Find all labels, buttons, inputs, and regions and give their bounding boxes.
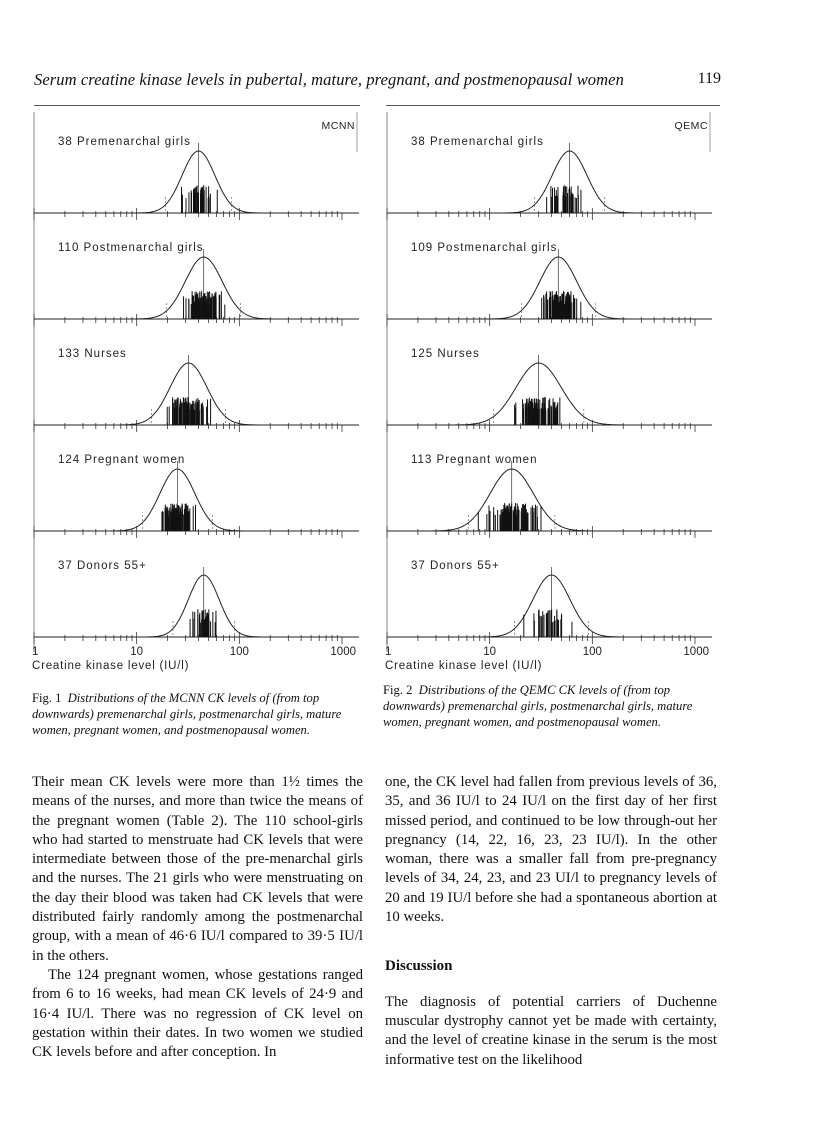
paragraph: The diagnosis of potential carriers of Duchenne muscular dystrophy cannot yet be made with certainty, and the level of creatine kinase in the serum is the most informative test on the likelihood <box>385 993 717 1068</box>
figure-2-caption-text: Distributions of the QEMC CK levels of (from top downwards) premenarchal girls, postmenarchal girls, mature women, pregnant women, and postmenopausal women. <box>383 683 693 729</box>
panel-label: 133 Nurses <box>58 348 127 360</box>
panel-label: 38 Premenarchal girls <box>411 136 544 148</box>
figure-1-label: Fig. 1 <box>32 691 62 705</box>
paragraph: one, the CK level had fallen from previous levels of 36, 35, and 36 IU/l to 24 IU/l on the first day of her first missed period, and continued to be low through-out her pregnancy (14, 22, 16, 23, 23 IU/l). In the other woman, there was a smaller fall from pre-pregnancy levels of 34, 24, 23, and 23 UI/l to pregnancy levels of 20 and 19 IU/l before she had a spontaneous abortion at 10 weeks. <box>385 774 717 926</box>
figure-1-caption-text: Distributions of the MCNN CK levels of (from top downwards) premenarchal girls, postmenarchal girls, mature women, pregnant women, and postmenopausal women. <box>32 691 342 737</box>
body-column-left <box>32 773 363 1062</box>
histogram-panel <box>387 136 712 220</box>
page-number: 119 <box>697 70 721 87</box>
histogram-panel <box>34 454 359 538</box>
section-heading: Discussion <box>385 958 453 975</box>
figure-2-chart <box>383 112 718 682</box>
tick-label: 100 <box>229 646 249 658</box>
panel-label: 37 Donors 55+ <box>58 560 147 572</box>
tick-label: 100 <box>582 646 602 658</box>
body-column-right <box>385 773 717 1070</box>
figure-2-caption <box>383 682 718 730</box>
panel-label: 113 Pregnant women <box>411 454 538 466</box>
tick-label: 1 <box>385 646 392 658</box>
panel-label: 125 Nurses <box>411 348 480 360</box>
lab-code-label: QEMC <box>674 120 708 132</box>
panel-label: 110 Postmenarchal girls <box>58 242 204 254</box>
header-rule-left <box>34 105 360 106</box>
figure-1 <box>30 112 365 682</box>
tick-label: 1 <box>32 646 39 658</box>
x-axis-title: Creatine kinase level (IU/l) <box>385 660 543 672</box>
tick-label: 10 <box>130 646 144 658</box>
figure-1-chart <box>30 112 365 682</box>
panel-label: 124 Pregnant women <box>58 454 186 466</box>
histogram-panel <box>387 242 712 326</box>
panel-label: 109 Postmenarchal girls <box>411 242 558 254</box>
figure-2 <box>383 112 718 682</box>
tick-label: 1000 <box>683 646 709 658</box>
tick-label: 1000 <box>330 646 356 658</box>
histogram-panel <box>387 454 712 538</box>
panel-label: 38 Premenarchal girls <box>58 136 191 148</box>
x-axis-title: Creatine kinase level (IU/l) <box>32 660 190 672</box>
histogram-panel <box>387 348 712 432</box>
panel-label: 37 Donors 55+ <box>411 560 500 572</box>
tick-label: 10 <box>483 646 497 658</box>
histogram-panel <box>34 242 359 326</box>
histogram-panel <box>34 136 359 220</box>
histogram-panel <box>34 348 359 432</box>
header-rule-right <box>386 105 720 106</box>
paragraph: Their mean CK levels were more than 1½ times the means of the nurses, and more than twice the means of the pregnant women (Table 2). The 110 school-girls who had started to menstruate had CK levels that were intermediate between those of the pre-menarchal girls and the nurses. The 21 girls who were menstruating on the day their blood was taken had CK levels that were distributed fairly randomly among the postmenarchal group, with a mean of 46·6 IU/l compared to 39·5 IU/l in the others. <box>32 774 363 964</box>
running-title: Serum creatine kinase levels in pubertal, mature, pregnant, and postmenopausal women <box>34 70 624 89</box>
lab-code-label: MCNN <box>321 120 355 132</box>
figure-2-label: Fig. 2 <box>383 683 413 697</box>
histogram-panel <box>34 560 359 644</box>
histogram-panel <box>387 560 712 644</box>
paragraph: The 124 pregnant women, whose gestations ranged from 6 to 16 weeks, had mean CK levels of 24·9 and 16·4 IU/l. There was no regression of CK level on gestation within their dates. In two women we studied CK levels before and after conception. In <box>32 966 363 1061</box>
figure-1-caption <box>32 690 362 738</box>
